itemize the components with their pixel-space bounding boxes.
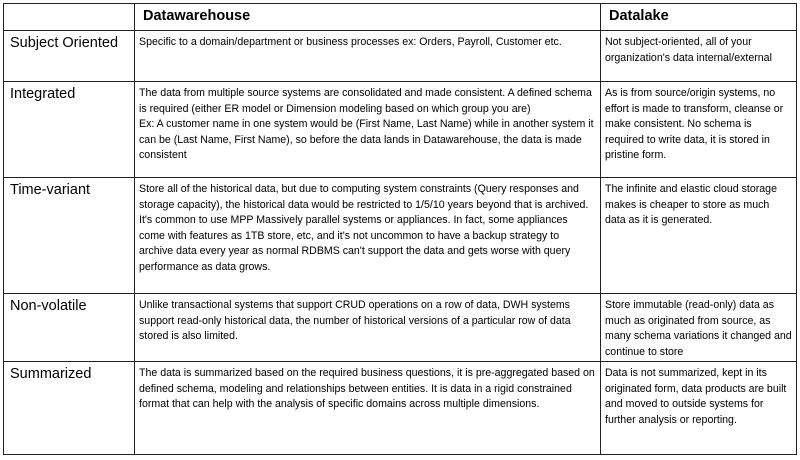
- cell-text: As is from source/origin systems, no effort is made to transform, cleanse or make consistent. No schema is required to write data, it is stored in pristine form.: [605, 87, 784, 162]
- warehouse-cell: [135, 82, 601, 178]
- header-datalake: Datalake: [601, 4, 797, 31]
- cell-text: Not subject-oriented, all of your organization's data internal/external: [605, 36, 772, 64]
- row-label: Non-volatile: [4, 294, 135, 362]
- cell-text-example: Ex: A customer name in one system would be (First Name, Last Name) while in another system it can be (Last Name, First Name), so before the data lands in Datawarehouse, the data is made consistent: [139, 118, 594, 162]
- table-row: [4, 362, 797, 455]
- lake-cell: [601, 178, 797, 294]
- cell-text: Store immutable (read-only) data as much as originated from source, as many schema variations it changed and continue to store: [605, 299, 792, 358]
- header-datawarehouse: Datawarehouse: [135, 4, 601, 31]
- cell-text: Store all of the historical data, but due to computing system constraints (Query responses and storage capacity), the historical data would be restricted to 1/5/10 years beyond that is archived. It's common to use MPP Massively parallel systems or appliances. In fact, some appliances come with features as 1TB store, etc, and it's not uncommon to have a backup strategy to archive data every year as normal RDBMS can't support the data and gets worse with query performance as data grows.: [139, 183, 589, 273]
- comparison-table: [3, 3, 797, 455]
- row-label: Time-variant: [4, 178, 135, 294]
- cell-text: Unlike transactional systems that support CRUD operations on a row of data, DWH systems support read-only historical data, the number of historical versions of a particular row of data stored is also limited.: [139, 299, 571, 343]
- cell-text: The data from multiple source systems are consolidated and made consistent. A defined schema is required (either ER model or Dimension modeling based on which group you are): [139, 87, 592, 115]
- cell-text: The data is summarized based on the required business questions, it is pre-aggregated based on defined schema, modeling and relationships between entities. It is data in a rigid constrained format that can help with the analysis of specific domains across multiple dimensions.: [139, 367, 595, 411]
- table-row: [4, 31, 797, 82]
- cell-text: Data is not summarized, kept in its originated form, data products are built and moved to outside systems for further analysis or reporting.: [605, 367, 787, 426]
- lake-cell: [601, 362, 797, 455]
- lake-cell: [601, 82, 797, 178]
- table-row: [4, 294, 797, 362]
- table-header-row: [4, 4, 797, 31]
- table-row: [4, 82, 797, 178]
- lake-cell: [601, 294, 797, 362]
- warehouse-cell: [135, 294, 601, 362]
- lake-cell: [601, 31, 797, 82]
- row-label: Subject Oriented: [4, 31, 135, 82]
- row-label: Summarized: [4, 362, 135, 455]
- header-empty: [4, 4, 135, 31]
- warehouse-cell: [135, 178, 601, 294]
- cell-text: The infinite and elastic cloud storage makes is cheaper to store as much data as it is generated.: [605, 183, 777, 227]
- row-label: Integrated: [4, 82, 135, 178]
- cell-text: Specific to a domain/department or business processes ex: Orders, Payroll, Customer etc.: [139, 36, 562, 48]
- warehouse-cell: [135, 31, 601, 82]
- table-row: [4, 178, 797, 294]
- warehouse-cell: [135, 362, 601, 455]
